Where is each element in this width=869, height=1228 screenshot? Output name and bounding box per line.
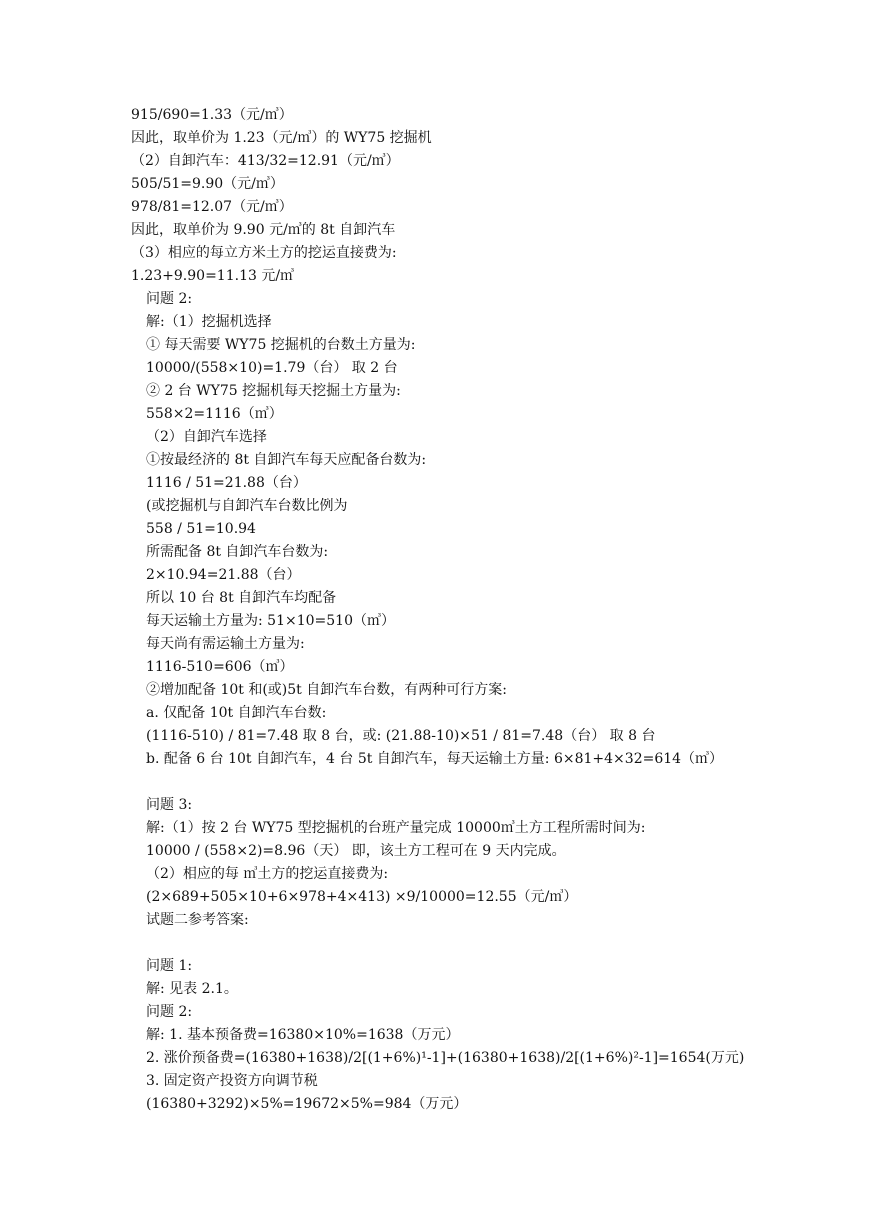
text-line: 558 / 51=10.94 bbox=[146, 521, 256, 537]
text-line: 1116-510=606（㎥） bbox=[146, 659, 294, 675]
text-line: 解: 见表 2.1。 bbox=[146, 981, 238, 997]
text-line: 505/51=9.90（元/㎥） bbox=[131, 176, 284, 192]
text-line: (2×689+505×10+6×978+4×413) ×9/10000=12.55（元/㎥） bbox=[146, 889, 578, 905]
text-line: a. 仅配备 10t 自卸汽车台数: bbox=[146, 705, 327, 721]
text-line: 10000 / (558×2)=8.96（天） 即，该土方工程可在 9 天内完成。 bbox=[146, 843, 566, 859]
text-line: 978/81=12.07（元/㎥） bbox=[131, 199, 293, 215]
text-line: 2×10.94=21.88（台） bbox=[146, 567, 301, 583]
text-line: 3. 固定资产投资方向调节税 bbox=[146, 1073, 318, 1089]
text-line: (或挖掘机与自卸汽车台数比例为 bbox=[146, 498, 348, 514]
section-heading: 试题二参考答案: bbox=[146, 912, 249, 928]
text-line: （2）相应的每 ㎥土方的挖运直接费为: bbox=[146, 866, 389, 882]
text-line: 解:（1）按 2 台 WY75 型挖掘机的台班产量完成 10000㎥土方工程所需时间为: bbox=[146, 820, 646, 836]
text-line: b. 配备 6 台 10t 自卸汽车，4 台 5t 自卸汽车，每天运输土方量: 6×81+4×32=614（㎥） bbox=[146, 751, 724, 767]
text-line: ①按最经济的 8t 自卸汽车每天应配备台数为: bbox=[146, 452, 427, 468]
text-line: 所需配备 8t 自卸汽车台数为: bbox=[146, 544, 329, 560]
section-heading: 问题 3: bbox=[146, 797, 193, 813]
text-line: ② 2 台 WY75 挖掘机每天挖掘土方量为: bbox=[146, 383, 401, 399]
text-line: 每天尚有需运输土方量为: bbox=[146, 636, 305, 652]
text-line: 解: 1. 基本预备费=16380×10%=1638（万元） bbox=[146, 1027, 460, 1043]
section-heading: 问题 1: bbox=[146, 958, 193, 974]
text-line: (1116-510) / 81=7.48 取 8 台，或: (21.88-10)×51 / 81=7.48（台） 取 8 台 bbox=[146, 728, 656, 744]
text-line: ① 每天需要 WY75 挖掘机的台数土方量为: bbox=[146, 337, 416, 353]
section-heading: 问题 2: bbox=[146, 291, 193, 307]
text-line: (16380+3292)×5%=19672×5%=984（万元） bbox=[146, 1096, 468, 1112]
text-line: 1.23+9.90=11.13 元/㎥ bbox=[131, 268, 295, 284]
text-line: 因此，取单价为 1.23（元/㎥）的 WY75 挖掘机 bbox=[131, 130, 432, 146]
text-line: 每天运输土方量为: 51×10=510（㎥） bbox=[146, 613, 395, 629]
text-line: 1116 / 51=21.88（台） bbox=[146, 475, 307, 491]
text-line: 10000/(558×10)=1.79（台） 取 2 台 bbox=[146, 360, 398, 376]
text-line: 因此，取单价为 9.90 元/㎥的 8t 自卸汽车 bbox=[131, 222, 396, 238]
text-line: （2）自卸汽车选择 bbox=[146, 429, 267, 445]
text-line: 解:（1）挖掘机选择 bbox=[146, 314, 272, 330]
text-line: 2. 涨价预备费=(16380+1638)/2[(1+6%)¹-1]+(16380+1638)/2[(1+6%)²-1]=1654(万元) bbox=[146, 1050, 745, 1066]
text-line: （3）相应的每立方米土方的挖运直接费为: bbox=[131, 245, 397, 261]
section-heading: 问题 2: bbox=[146, 1004, 193, 1020]
text-line: ②增加配备 10t 和(或)5t 自卸汽车台数，有两种可行方案: bbox=[146, 682, 507, 698]
text-line: 所以 10 台 8t 自卸汽车均配备 bbox=[146, 590, 337, 606]
text-line: （2）自卸汽车：413/32=12.91（元/㎥） bbox=[131, 153, 400, 169]
text-line: 915/690=1.33（元/㎥） bbox=[131, 107, 293, 123]
text-line: 558×2=1116（㎥） bbox=[146, 406, 283, 422]
